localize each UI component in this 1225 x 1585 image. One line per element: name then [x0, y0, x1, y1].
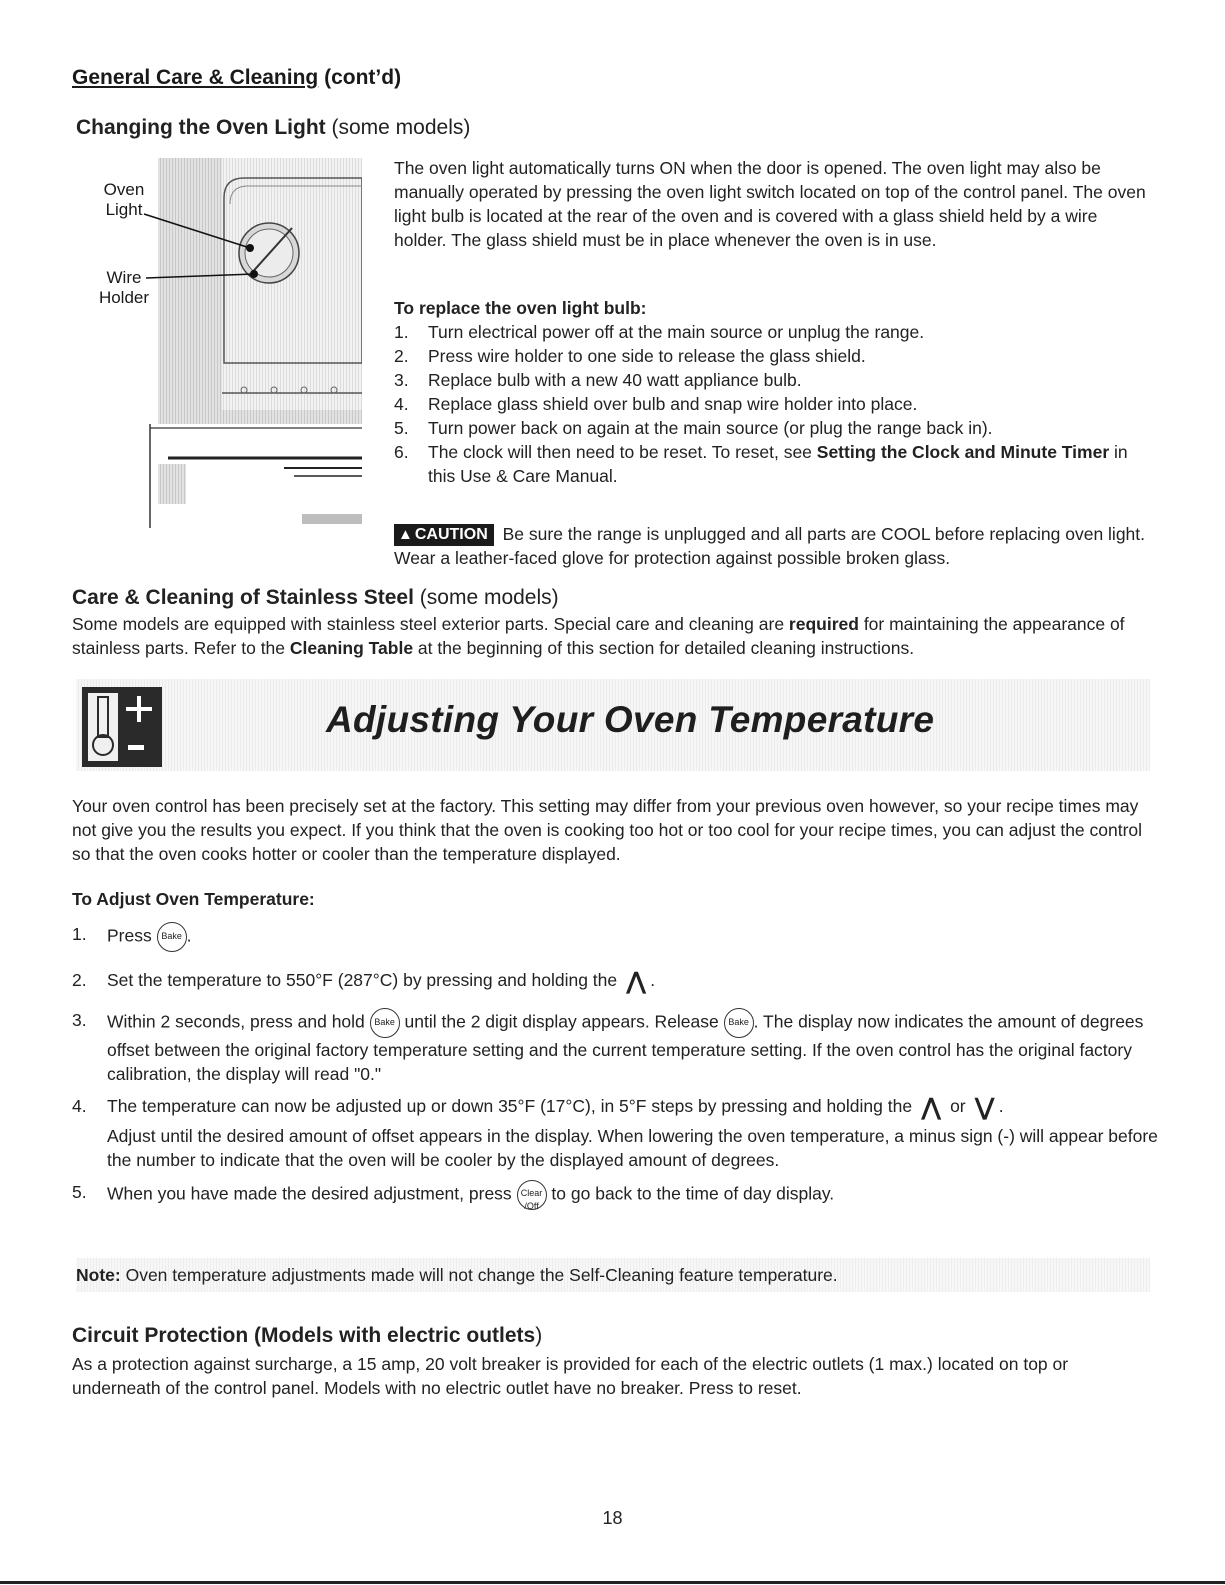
caution-badge: [394, 524, 494, 546]
list-item: [394, 392, 1154, 416]
list-item: [72, 1180, 1162, 1210]
step-text: Replace glass shield over bulb and snap wire holder into place.: [428, 394, 918, 414]
circuit-heading: [72, 1324, 542, 1348]
step-number: 4.: [72, 1096, 87, 1116]
step-text: The clock will then need to be reset. To reset, see: [428, 442, 817, 462]
step-text: Turn power back on again at the main source (or plug the range back in).: [428, 418, 993, 438]
stainless-heading-normal: (some models): [413, 586, 559, 609]
step-text: When you have made the desired adjustment, press: [107, 1183, 512, 1204]
oven-light-heading-normal: (some models): [325, 116, 471, 139]
bake-key-icon: [157, 922, 187, 952]
section-title: [72, 66, 401, 90]
step-text: Set the temperature to 550°F (287°C) by pressing and holding the: [107, 970, 618, 990]
bulb-replace-subheading: To replace the oven light bulb:: [394, 298, 647, 318]
step-number: 3.: [394, 370, 409, 390]
bake-key-icon: [370, 1008, 400, 1038]
caution-label: CAUTION: [414, 526, 488, 543]
stainless-text: at the beginning of this section for detailed cleaning instructions.: [413, 638, 915, 658]
figure-label-wire-holder: Wire Holder: [98, 268, 150, 307]
stainless-heading-bold: Care & Cleaning of Stainless Steel: [72, 586, 414, 609]
list-item: [72, 1008, 1162, 1086]
step-number: 1.: [394, 322, 409, 342]
adjust-subheading: To Adjust Oven Temperature:: [72, 889, 315, 909]
step-text: in this Use & Care Manual.: [428, 442, 1128, 486]
step-text: . The display now indicates the amount of degrees offset between the original factory temperature setting and the current temperature setting. If the oven control has the original factory calibration, the display will read "0.": [107, 1011, 1144, 1084]
clear-off-key-label: [521, 1185, 543, 1211]
clear-off-key-icon: [517, 1180, 547, 1210]
note-bar: [76, 1258, 1150, 1292]
step-text-bold: Setting the Clock and Minute Timer: [816, 442, 1110, 462]
list-item: [394, 440, 1154, 488]
up-arrow-icon: ⋀: [920, 1094, 942, 1121]
oven-light-intro: The oven light automatically turns ON when the door is opened. The oven light may also be manually operated by pressing the oven light switch located on top of the control panel. The oven light bulb is located at the rear of the oven and is covered with a glass shield held by a wire holder. The glass shield must be in place whenever the oven is in use.: [394, 158, 1146, 250]
step-text: Press wire holder to one side to release the glass shield.: [428, 346, 866, 366]
up-arrow-icon: ⋀: [626, 968, 647, 995]
step-text: The temperature can now be adjusted up or down 35°F (17°C), in 5°F steps by pressing and holding the: [107, 1096, 913, 1116]
step-number: 2.: [394, 346, 409, 366]
thermometer-plus-minus-icon: [82, 687, 162, 767]
step-text: Adjust until the desired amount of offset appears in the display. When lowering the oven temperature, a minus sign (-) will appear before the number to indicate that the oven will be cooler by the displayed amount of degrees.: [107, 1126, 1158, 1170]
step-text: .: [998, 1096, 1004, 1116]
step-text: to go back to the time of day display.: [551, 1183, 835, 1204]
note-label: Note:: [76, 1265, 121, 1285]
note: [76, 1265, 838, 1286]
warning-triangle-icon: ▲: [398, 526, 413, 543]
list-item: [394, 344, 1154, 368]
step-number: 3.: [72, 1010, 87, 1030]
step-text: .: [650, 970, 656, 990]
caution-message: [394, 522, 1154, 570]
adjust-temperature-banner: [76, 679, 1150, 771]
step-text: Turn electrical power off at the main source or unplug the range.: [428, 322, 925, 342]
circuit-paragraph: As a protection against surcharge, a 15 amp, 20 volt breaker is provided for each of the electric outlets (1 max.) located on top or underneath of the control panel. Models with no electric outlet have no breaker. Press to reset.: [72, 1354, 1069, 1398]
stainless-paragraph: [72, 612, 1157, 660]
step-number: 5.: [72, 1182, 87, 1202]
oven-light-heading-bold: Changing the Oven Light: [76, 116, 326, 139]
step-text: Within 2 seconds, press and hold: [107, 1011, 365, 1032]
step-number: 6.: [394, 442, 409, 462]
oven-light-figure: [94, 158, 362, 530]
bake-key-icon: [724, 1008, 754, 1038]
stainless-text: for maintaining the appearance of stainless parts. Refer to the: [72, 614, 1125, 658]
circuit-heading-normal: ): [535, 1324, 543, 1347]
stainless-text-bold: required: [788, 614, 859, 634]
bake-key-label: Bake: [374, 1017, 395, 1027]
note-text: Oven temperature adjustments made will not change the Self-Cleaning feature temperature.: [120, 1265, 838, 1285]
step-text: until the 2 digit display appears. Release: [399, 1011, 719, 1032]
adjust-intro: Your oven control has been precisely set at the factory. This setting may differ from your previous oven however, so your recipe times may not give you the results you expect. If you think that the oven is cooking too hot or too cool for your recipe times, you can adjust the control so that the oven cooks hotter or cooler than the temperature displayed.: [72, 796, 1143, 864]
step-number: 5.: [394, 418, 409, 438]
bottom-rule: [0, 1581, 1225, 1584]
step-text: Press: [107, 925, 152, 946]
list-item: [72, 1094, 1162, 1172]
list-item: [394, 320, 1154, 344]
list-item: [394, 416, 1154, 440]
bake-key-label: Bake: [728, 1017, 749, 1027]
page-number: 18: [602, 1508, 623, 1528]
step-text: or: [950, 1096, 966, 1116]
figure-label-oven-light: Oven Light: [103, 180, 145, 219]
list-item: [72, 968, 1162, 994]
banner-title: Adjusting Your Oven Temperature: [326, 699, 935, 740]
stainless-text-bold: Cleaning Table: [289, 638, 414, 658]
step-number: 1.: [72, 924, 87, 944]
step-number: 2.: [72, 970, 87, 990]
caution-text: Be sure the range is unplugged and all parts are COOL before replacing oven light. Wear a leather-faced glove for protection against possible broken glass.: [394, 524, 1146, 568]
clear-key-line2: /Off: [524, 1201, 539, 1211]
bake-key-label: Bake: [161, 931, 182, 941]
oven-light-heading: [76, 116, 470, 140]
stainless-text: Some models are equipped with stainless steel exterior parts. Special care and cleaning are: [72, 614, 789, 634]
step-number: 4.: [394, 394, 409, 414]
bulb-replace-steps: [394, 320, 1154, 488]
down-arrow-icon: ⋁: [974, 1094, 995, 1121]
step-text: .: [186, 925, 192, 946]
stainless-heading: [72, 586, 559, 610]
adjust-steps: [72, 922, 1162, 1210]
clear-key-line1: Clear: [520, 1188, 543, 1198]
section-title-suffix: (cont’d): [318, 66, 402, 89]
list-item: [72, 922, 1162, 952]
step-text: Replace bulb with a new 40 watt appliance bulb.: [428, 370, 802, 390]
list-item: [394, 368, 1154, 392]
circuit-heading-bold: Circuit Protection (Models with electric outlets: [72, 1324, 536, 1347]
section-title-main: General Care & Cleaning: [72, 66, 319, 89]
